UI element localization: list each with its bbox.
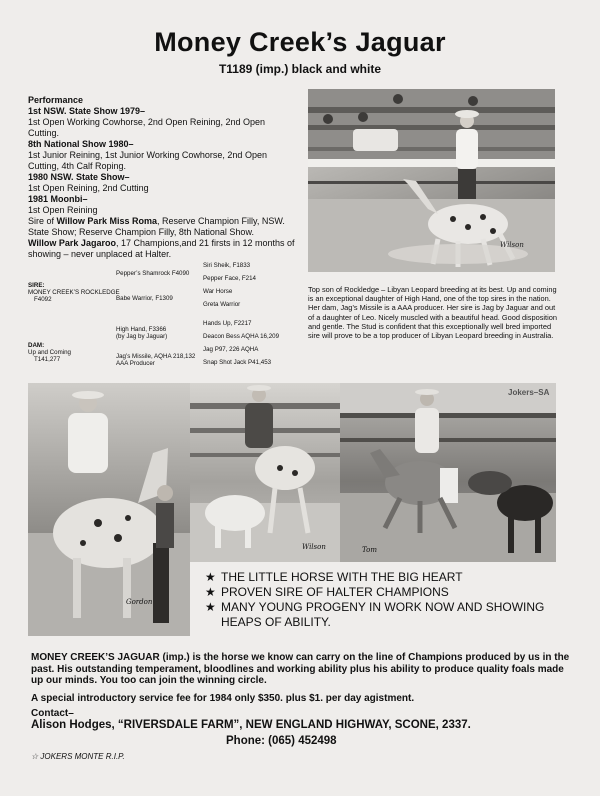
highlight-text: PROVEN SIRE OF HALTER CHAMPIONS	[221, 585, 449, 599]
cutting-photo-image	[340, 383, 556, 562]
star-icon: ★	[205, 600, 216, 614]
sire-registration: F4092	[34, 296, 52, 303]
halter-photo-image	[28, 383, 190, 636]
arena-banner: Jokers–SA	[508, 388, 550, 397]
contact-label: Contact–	[31, 708, 74, 719]
progeny-note: Sire of Willow Park Miss Roma, Reserve Champion Filly, NSW. State Show; Reserve Champion Filly, 8th National Show.	[28, 216, 285, 237]
dam-label: DAM:	[28, 342, 45, 349]
highlight-text: THE LITTLE HORSE WITH THE BIG HEART	[221, 570, 463, 584]
pedigree-gen2-entry: (by Jag by Jaguar)	[116, 333, 168, 340]
pedigree-gen3-entry: War Horse	[203, 288, 233, 295]
highlight-bullet	[205, 585, 570, 600]
pedigree-chart	[28, 260, 304, 380]
memorial-footnote: ☆ JOKERS MONTE R.I.P.	[31, 752, 125, 761]
sire-name: MONEY CREEK’S ROCKLEDGE	[28, 289, 120, 296]
highlight-text: MANY YOUNG PROGENY IN WORK NOW AND SHOWING HEAPS OF ABILITY.	[221, 600, 545, 629]
highlight-bullet	[205, 570, 570, 585]
photo-calf-work	[190, 383, 340, 562]
photo-halter-horse	[28, 383, 190, 636]
highlight-bullet	[205, 600, 570, 630]
pedigree-gen3-entry: Snap Shot Jack P41,453	[203, 359, 272, 366]
performance-block-text: 1st Open Reining	[28, 205, 98, 215]
dam-registration: T141,277	[34, 356, 61, 363]
highlight-bullets	[205, 570, 570, 630]
pedigree-gen3-entry: Pepper Face, F214	[203, 275, 256, 282]
contact-address: Alison Hodges, “RIVERSDALE FARM”, NEW ENGLAND HIGHWAY, SCONE, 2337.	[31, 719, 471, 731]
pedigree-gen2-entry: Pepper’s Shamrock F4090	[116, 270, 190, 277]
performance-block-text: 1st Open Working Cowhorse, 2nd Open Reining, 2nd Open Cutting.	[28, 117, 265, 138]
progeny-note: Willow Park Jagaroo, 17 Champions,and 21 firsts in 12 months of showing – never unplaced at Halter.	[28, 238, 295, 259]
progeny-name: Willow Park Miss Roma	[56, 216, 157, 226]
pedigree-gen2-entry: Jag’s Missile, AQHA 218,132	[116, 353, 196, 360]
sales-paragraph: MONEY CREEK’S JAGUAR (imp.) is the horse we know can carry on the line of Champions produced by us in the past. His outstanding temperament, bloodlines and working ability plus his ability to produce quality foals made up our minds. You too can join the winning circle.	[31, 652, 570, 686]
top-photo-cutting	[308, 89, 555, 272]
pedigree-gen2-entry: Babe Warrior, F1309	[116, 295, 173, 302]
registration-subtitle: T1189 (imp.) black and white	[218, 62, 382, 76]
performance-block-title: 1981 Moonbi–	[28, 194, 88, 204]
performance-block-title: 1st NSW. State Show 1979–	[28, 106, 146, 116]
pedigree-gen3-entry: Hands Up, F2217	[203, 320, 252, 327]
pedigree-gen3-entry: Deacon Bess AQHA 16,209	[203, 333, 280, 340]
photo-signature: Wilson	[500, 241, 524, 249]
dam-name: Up and Coming	[28, 349, 71, 356]
calf-photo-image	[190, 383, 340, 562]
horse-description: Top son of Rockledge – Libyan Leopard breeding at its best. Up and coming is an exceptional daughter of High Hand, one of the top sires in the nation. Her dam, Jag’s Missile is a AAA producer. Her sire is Jag by Jaguar and out of a daughter of Leo. Nicely muscled with a beautiful head. Good disposition and gentle. The Stud is confident that this exceptionally well bred imported sire will prove to be a top producer of Libyan Leopard breeding in Australia.	[308, 285, 557, 341]
pedigree-gen3-entry: Greta Warrior	[203, 301, 241, 308]
horse-name: MONEY CREEK’S JAGUAR (imp.)	[31, 652, 190, 663]
photo-signature: Wilson	[302, 543, 326, 551]
performance-block-title: 8th National Show 1980–	[28, 139, 134, 149]
performance-block-text: 1st Junior Reining, 1st Junior Working Cowhorse, 2nd Open Cutting, 4th Calf Roping.	[28, 150, 267, 171]
page-title: Money Creek’s Jaguar	[154, 27, 446, 57]
star-icon: ★	[205, 570, 216, 584]
pedigree-gen2-entry: High Hand, F3366	[116, 326, 167, 333]
contact-phone: Phone: (065) 452498	[226, 735, 337, 747]
performance-block-text: 1st Open Reining, 2nd Cutting	[28, 183, 149, 193]
pedigree-gen3-entry: Jag P97, 226 AQHA	[203, 346, 259, 353]
photo-signature: Tom	[362, 546, 377, 554]
service-fee: A special introductory service fee for 1984 only $350. plus $1. per day agistment.	[31, 693, 415, 704]
pedigree-gen2-entry: AAA Producer	[116, 360, 155, 367]
sire-label: SIRE:	[28, 282, 45, 289]
performance-block-title: 1980 NSW. State Show–	[28, 172, 130, 182]
pedigree-gen3-entry: Siri Sheik, F1833	[203, 262, 251, 269]
performance-section	[28, 95, 296, 260]
photo-signature: Gordon	[126, 598, 153, 606]
progeny-name: Willow Park Jagaroo	[28, 238, 116, 248]
performance-heading: Performance	[28, 95, 84, 105]
photo-cutting-cattle	[340, 383, 556, 562]
star-icon: ★	[205, 585, 216, 599]
